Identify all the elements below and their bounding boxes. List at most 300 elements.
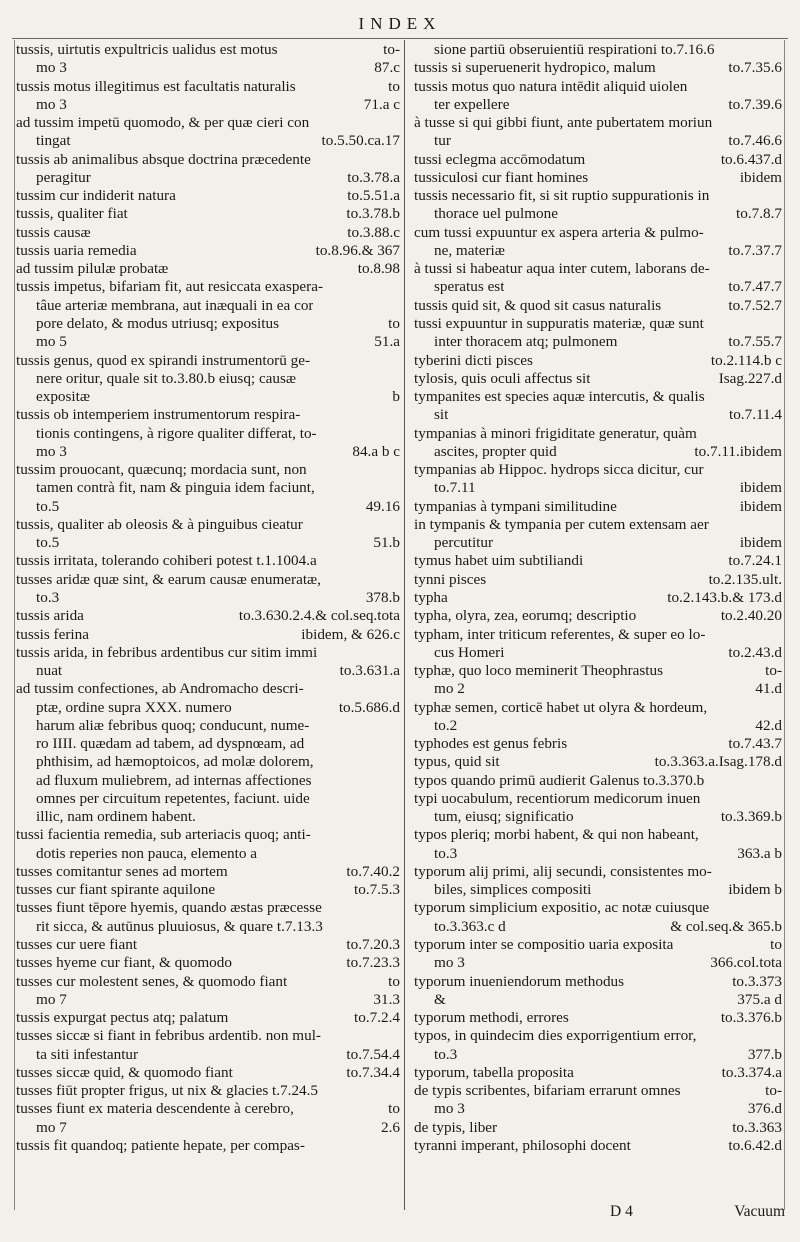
entry-text: tussis ob intemperiem instrumentorum respira-: [16, 406, 301, 424]
entry-text: tussis necessario fit, si sit ruptio suppurationis in: [414, 187, 710, 205]
index-entry-line: [16, 443, 400, 461]
index-entry-line: [16, 1027, 400, 1045]
entry-reference: to: [388, 77, 400, 95]
entry-reference: to.7.43.7: [728, 735, 782, 753]
entry-text: to.3.363.c d: [434, 917, 506, 935]
index-entry-line: [16, 662, 400, 680]
index-entry-line: [16, 1082, 400, 1100]
entry-text: à tusse si qui gibbi fiunt, ante pubertatem moriun: [414, 114, 713, 132]
index-entry-line: [414, 954, 782, 972]
index-entry-line: [16, 96, 400, 114]
entry-text: typorum inueniendorum methodus: [414, 972, 625, 990]
index-entry-line: [414, 699, 782, 717]
entry-text: nuat: [36, 662, 63, 680]
index-entry-line: [414, 278, 782, 296]
index-entry-line: [16, 899, 400, 917]
entry-text: tymus habet uim subtiliandi: [414, 552, 584, 570]
index-entry-line: [414, 644, 782, 662]
entry-reference: to.2.43.d: [728, 643, 782, 661]
entry-text: ptæ, ordine supra XXX. numero: [36, 698, 232, 716]
entry-reference: 375.a d: [737, 990, 782, 1008]
entry-reference: to.7.47.7: [728, 278, 782, 296]
entry-text: to.2: [434, 716, 458, 734]
entry-text: tussi eclegma accōmodatum: [414, 150, 586, 168]
entry-text: typos quando primū audierit Galenus to.3.370.b: [414, 771, 705, 789]
entry-reference: to.7.8.7: [736, 205, 782, 223]
entry-reference: 42.d: [755, 716, 782, 734]
entry-reference: 87.c: [374, 59, 400, 77]
index-entry-line: [16, 790, 400, 808]
entry-text: tussis causæ: [16, 223, 91, 241]
entry-text: peragitur: [36, 168, 91, 186]
entry-reference: ibidem: [739, 497, 782, 515]
index-entry-line: [414, 242, 782, 260]
entry-text: tussim cur indiderit natura: [16, 187, 176, 205]
entry-reference: 2.6: [381, 1118, 400, 1136]
index-entry-line: [414, 443, 782, 461]
entry-reference: 376.d: [747, 1100, 782, 1118]
entry-text: ter expellere: [434, 95, 510, 113]
index-entry-line: [414, 1046, 782, 1064]
index-entry-line: [16, 863, 400, 881]
entry-reference: to-: [765, 1082, 782, 1100]
entry-text: ta siti infestantur: [36, 1045, 139, 1063]
entry-reference: to.3.369.b: [720, 808, 782, 826]
entry-reference: 366.col.tota: [710, 954, 782, 972]
index-entry-line: [16, 589, 400, 607]
entry-reference: to.7.5.3: [354, 881, 400, 899]
entry-text: tum, eiusq; significatio: [434, 808, 574, 826]
entry-reference: to.3.88.c: [347, 223, 400, 241]
index-entry-line: [16, 260, 400, 278]
entry-reference: to.3.376.b: [720, 1009, 782, 1027]
index-entry-line: [414, 352, 782, 370]
index-entry-line: [16, 1046, 400, 1064]
entry-reference: to.2.114.b c: [710, 351, 782, 369]
index-entry-line: [414, 735, 782, 753]
entry-text: tamen contrà fit, nam & pinguia idem faciunt,: [36, 479, 315, 497]
index-entry-line: [16, 370, 400, 388]
index-entry-line: [414, 571, 782, 589]
entry-text: pore delato, & modus utriusq; expositus: [36, 314, 279, 332]
entry-reference: to.7.37.7: [728, 241, 782, 259]
entry-text: biles, simplices compositi: [434, 881, 592, 899]
entry-text: tâue arteriæ membrana, aut inæquali in ea cor: [36, 296, 314, 314]
index-entry-line: [16, 224, 400, 242]
entry-reference: to.2.143.b.& 173.d: [667, 588, 782, 606]
entry-text: typha, olyra, zea, eorumq; descriptio: [414, 607, 637, 625]
entry-reference: 51.b: [373, 534, 400, 552]
entry-text: tusses cur uere fiant: [16, 936, 138, 954]
index-entry-line: [414, 132, 782, 150]
entry-reference: to.3.373: [732, 972, 782, 990]
index-entry-line: [414, 425, 782, 443]
entry-text: tussis, qualiter ab oleosis & à pinguibus cieatur: [16, 515, 303, 533]
entry-text: mo 2: [434, 680, 465, 698]
index-entry-line: [414, 370, 782, 388]
index-entry-line: [16, 59, 400, 77]
entry-text: illic, nam ordinem habent.: [36, 808, 196, 826]
entry-reference: to.5.51.a: [347, 187, 400, 205]
index-entry-line: [414, 388, 782, 406]
entry-text: tussim prouocant, quæcunq; mordacia sunt, non: [16, 461, 307, 479]
entry-reference: to.6.42.d: [728, 1136, 782, 1154]
index-entry-line: [16, 205, 400, 223]
index-entry-line: [16, 425, 400, 443]
entry-text: ro IIII. quædam ad tabem, ad dyspnœam, ad: [36, 735, 305, 753]
entry-text: ad tussim pilulæ probatæ: [16, 260, 169, 278]
entry-text: typos pleriq; morbi habent, & qui non habeant,: [414, 826, 699, 844]
entry-text: to.5: [36, 534, 60, 552]
entry-text: typorum inter se compositio uaria exposita: [414, 936, 674, 954]
index-entry-line: [16, 1137, 400, 1155]
entry-reference: 49.16: [365, 497, 400, 515]
index-entry-line: [414, 461, 782, 479]
entry-text: tussis genus, quod ex spirandi instrumentorū ge-: [16, 351, 311, 369]
index-entry-line: [16, 717, 400, 735]
entry-reference: 51.a: [374, 333, 400, 351]
entry-reference: to.3.374.a: [721, 1063, 782, 1081]
entry-text: tussis arida, in febribus ardentibus cur sitim immi: [16, 643, 318, 661]
entry-text: tusses siccæ si fiant in febribus ardentib. non mul-: [16, 1027, 321, 1045]
index-entry-line: [16, 552, 400, 570]
index-entry-line: [414, 1100, 782, 1118]
column-divider: [404, 40, 405, 1210]
index-entry-line: [414, 845, 782, 863]
index-entry-line: [414, 169, 782, 187]
entry-reference: to-: [765, 662, 782, 680]
index-entry-line: [16, 973, 400, 991]
index-entry-line: [16, 753, 400, 771]
entry-text: de typis, liber: [414, 1118, 498, 1136]
entry-text: tussis impetus, bifariam fit, aut resiccata exaspera-: [16, 278, 324, 296]
entry-text: cum tussi expuuntur ex aspera arteria & pulmo-: [414, 223, 704, 241]
entry-text: tussis arida: [16, 607, 84, 625]
entry-text: tussis expurgat pectus atq; palatum: [16, 1009, 229, 1027]
entry-reference: to.8.96.& 367: [315, 241, 400, 259]
index-entry-line: [16, 151, 400, 169]
index-entry-line: [414, 1119, 782, 1137]
index-entry-line: [16, 918, 400, 936]
entry-text: tusses cur molestent senes, & quomodo fiant: [16, 972, 288, 990]
entry-reference: to.3.78.b: [346, 205, 400, 223]
entry-reference: to.3.630.2.4.& col.seq.tota: [238, 607, 400, 625]
entry-reference: to.2.135.ult.: [708, 570, 782, 588]
index-entry-line: [414, 534, 782, 552]
index-entry-line: [414, 589, 782, 607]
entry-text: thorace uel pulmone: [434, 205, 558, 223]
entry-reference: to.3.631.a: [339, 662, 400, 680]
index-entry-line: [16, 954, 400, 972]
index-entry-line: [16, 735, 400, 753]
entry-text: ad fluxum muliebrem, ad internas affectiones: [36, 771, 312, 789]
entry-text: tusses aridæ quæ sint, & earum causæ enumeratæ,: [16, 570, 321, 588]
index-entry-line: [414, 881, 782, 899]
index-entry-line: [414, 991, 782, 1009]
entry-text: to.3: [434, 844, 458, 862]
index-entry-line: [414, 1064, 782, 1082]
entry-reference: to.7.2.4: [354, 1009, 400, 1027]
index-entry-line: [16, 881, 400, 899]
entry-reference: to.8.98: [357, 260, 400, 278]
index-entry-line: [16, 936, 400, 954]
entry-text: tusses fiunt tēpore hyemis, quando æstas præcesse: [16, 899, 322, 917]
entry-text: tussiculosi cur fiant homines: [414, 168, 589, 186]
top-rule: [12, 38, 788, 39]
entry-text: cus Homeri: [434, 643, 505, 661]
index-entry-line: [16, 699, 400, 717]
entry-text: tussis si superuenerit hydropico, malum: [414, 59, 656, 77]
entry-text: ad tussim impetū quomodo, & per quæ cieri con: [16, 114, 310, 132]
index-entry-line: [16, 41, 400, 59]
entry-text: mo 7: [36, 1118, 67, 1136]
entry-text: ad tussim confectiones, ab Andromacho descri-: [16, 680, 304, 698]
index-entry-line: [414, 479, 782, 497]
index-entry-line: [414, 808, 782, 826]
entry-text: omnes per circuitum repetentes, faciunt. uide: [36, 789, 310, 807]
index-entry-line: [16, 534, 400, 552]
index-entry-line: [16, 1100, 400, 1118]
index-entry-line: [16, 808, 400, 826]
index-entry-line: [414, 516, 782, 534]
entry-text: typhæ semen, corticē habet ut olyra & hordeum,: [414, 698, 708, 716]
entry-text: typorum, tabella proposita: [414, 1063, 574, 1081]
index-entry-line: [16, 187, 400, 205]
index-entry-line: [16, 406, 400, 424]
index-entry-line: [414, 1009, 782, 1027]
entry-text: to.3: [434, 1045, 458, 1063]
index-entry-line: [414, 315, 782, 333]
entry-text: à tussi si habeatur aqua inter cutem, laborans de-: [414, 260, 710, 278]
entry-text: tussi expuuntur in suppuratis materiæ, quæ sunt: [414, 314, 704, 332]
index-entry-line: [414, 78, 782, 96]
entry-text: tingat: [36, 132, 71, 150]
index-entry-line: [414, 552, 782, 570]
entry-reference: to.7.55.7: [728, 333, 782, 351]
entry-text: in tympanis & tympania per cutem extensam aer: [414, 515, 709, 533]
entry-reference: to.5.50.ca.17: [321, 132, 400, 150]
entry-text: mo 7: [36, 990, 67, 1008]
entry-reference: ibidem, & 626.c: [301, 625, 400, 643]
entry-text: tusses hyeme cur fiant, & quomodo: [16, 954, 232, 972]
entry-text: rit sicca, & autūnus pluuiosus, & quare t.7.13.3: [36, 917, 323, 935]
index-entry-line: [16, 772, 400, 790]
index-entry-line: [16, 644, 400, 662]
entry-reference: to.7.20.3: [346, 936, 400, 954]
index-entry-line: [16, 607, 400, 625]
index-entry-line: [16, 1064, 400, 1082]
index-entry-line: [414, 626, 782, 644]
entry-text: tyberini dicti pisces: [414, 351, 533, 369]
index-entry-line: [16, 479, 400, 497]
entry-text: tussis motus illegitimus est facultatis naturalis: [16, 77, 296, 95]
entry-reference: 378.b: [365, 588, 400, 606]
entry-reference: to.2.40.20: [720, 607, 782, 625]
entry-text: tympanias ab Hippoc. hydrops sicca dicitur, cur: [414, 461, 704, 479]
entry-reference: to.7.39.6: [728, 95, 782, 113]
index-entry-line: [16, 826, 400, 844]
entry-text: typhæ, quo loco meminerit Theophrastus: [414, 662, 664, 680]
entry-text: typhodes est genus febris: [414, 735, 568, 753]
entry-text: nere oritur, quale sit to.3.80.b eiusq; causæ: [36, 369, 297, 387]
entry-text: speratus est: [434, 278, 505, 296]
index-entry-line: [414, 826, 782, 844]
index-entry-line: [414, 1082, 782, 1100]
entry-reference: to.3.363.a.Isag.178.d: [654, 753, 782, 771]
entry-text: typus, quid sit: [414, 753, 500, 771]
index-entry-line: [16, 845, 400, 863]
index-entry-line: [414, 41, 782, 59]
index-entry-line: [16, 315, 400, 333]
entry-text: tussis, uirtutis expultricis ualidus est motus: [16, 41, 278, 58]
index-entry-line: [414, 187, 782, 205]
index-entry-line: [414, 772, 782, 790]
running-head: INDEX: [358, 14, 442, 33]
index-entry-line: [414, 899, 782, 917]
entry-text: phthisim, ad hæmoptoicos, ad molæ dolorem,: [36, 753, 314, 771]
entry-reference: to.7.35.6: [728, 59, 782, 77]
entry-text: tussis quid sit, & quod sit casus naturalis: [414, 296, 662, 314]
index-entry-line: [16, 333, 400, 351]
entry-reference: 71.a c: [363, 95, 400, 113]
entry-reference: to.5.686.d: [338, 698, 400, 716]
index-entry-line: [16, 114, 400, 132]
index-entry-line: [16, 132, 400, 150]
entry-text: ascites, propter quid: [434, 442, 557, 460]
entry-reference: to.3.363: [732, 1118, 782, 1136]
index-entry-line: [16, 516, 400, 534]
entry-text: typham, inter triticum referentes, & super eo lo-: [414, 625, 706, 643]
entry-reference: b: [392, 388, 400, 406]
entry-reference: to: [388, 1100, 400, 1118]
index-entry-line: [16, 498, 400, 516]
index-entry-line: [414, 1137, 782, 1155]
entry-text: tyranni imperant, philosophi docent: [414, 1136, 631, 1154]
index-entry-line: [16, 1119, 400, 1137]
index-entry-line: [414, 607, 782, 625]
entry-reference: to.7.40.2: [346, 862, 400, 880]
index-entry-line: [414, 498, 782, 516]
entry-text: to.3: [36, 588, 60, 606]
entry-reference: & col.seq.& 365.b: [670, 917, 782, 935]
entry-text: tympanites est species aquæ intercutis, & qualis: [414, 388, 705, 406]
entry-reference: 31.3: [373, 990, 400, 1008]
index-entry-line: [414, 973, 782, 991]
index-entry-line: [414, 918, 782, 936]
index-entry-line: [16, 242, 400, 260]
entry-text: tussis fit quandoq; patiente hepate, per compas-: [16, 1136, 305, 1154]
index-entry-line: [16, 991, 400, 1009]
entry-text: mo 3: [36, 442, 67, 460]
entry-text: tylosis, quis oculi affectus sit: [414, 369, 591, 387]
entry-reference: to-: [383, 41, 400, 58]
index-entry-line: [414, 753, 782, 771]
entry-reference: to.7.23.3: [346, 954, 400, 972]
entry-text: de typis scribentes, bifariam errarunt omnes: [414, 1082, 681, 1100]
entry-text: inter thoracem atq; pulmonem: [434, 333, 618, 351]
entry-text: tusses comitantur senes ad mortem: [16, 862, 228, 880]
entry-text: tionis contingens, à rigore qualiter differat, to-: [36, 424, 317, 442]
entry-reference: 377.b: [747, 1045, 782, 1063]
entry-text: tusses fiunt ex materia descendente à cerebro,: [16, 1100, 294, 1118]
entry-reference: to.7.11.ibidem: [694, 442, 782, 460]
entry-reference: to.7.11.4: [728, 406, 782, 424]
entry-reference: to.7.46.6: [728, 132, 782, 150]
index-entry-line: [414, 936, 782, 954]
entry-text: typha: [414, 588, 448, 606]
page-footer: [610, 1203, 785, 1221]
entry-text: tussis, qualiter fiat: [16, 205, 128, 223]
index-entry-line: [16, 461, 400, 479]
index-entry-line: [16, 297, 400, 315]
entry-reference: ibidem b: [728, 881, 782, 899]
entry-reference: to: [388, 314, 400, 332]
index-entry-line: [414, 151, 782, 169]
index-entry-line: [16, 388, 400, 406]
index-entry-line: [414, 1027, 782, 1045]
entry-text: tussis motus quo natura intēdit aliquid uiolen: [414, 77, 688, 95]
index-entry-line: [414, 114, 782, 132]
entry-reference: to.7.54.4: [346, 1045, 400, 1063]
entry-reference: 41.d: [755, 680, 782, 698]
index-entry-line: [414, 297, 782, 315]
index-entry-line: [16, 352, 400, 370]
index-column-left: [16, 41, 400, 1155]
entry-text: sit: [434, 406, 449, 424]
index-entry-line: [16, 571, 400, 589]
index-column-right: [414, 41, 782, 1155]
entry-reference: 363.a b: [737, 844, 782, 862]
entry-text: expositæ: [36, 388, 91, 406]
entry-text: tussis uaria remedia: [16, 241, 137, 259]
entry-reference: Isag.227.d: [718, 369, 782, 387]
index-entry-line: [16, 1009, 400, 1027]
entry-text: typos, in quindecim dies exporrigentium error,: [414, 1027, 697, 1045]
entry-text: tynni pisces: [414, 570, 487, 588]
index-entry-line: [16, 78, 400, 96]
entry-text: tussis ab animalibus absque doctrina præcedente: [16, 150, 311, 168]
catchword: Vacuum: [734, 1203, 785, 1220]
entry-text: tussis irritata, tolerando cohiberi potest t.1.1004.a: [16, 552, 317, 570]
index-entry-line: [414, 260, 782, 278]
entry-reference: to: [770, 936, 782, 954]
index-entry-line: [414, 790, 782, 808]
index-entry-line: [414, 406, 782, 424]
index-entry-line: [414, 680, 782, 698]
index-entry-line: [16, 680, 400, 698]
entry-text: typorum methodi, errores: [414, 1009, 569, 1027]
entry-reference: to: [388, 972, 400, 990]
entry-text: percutitur: [434, 534, 494, 552]
entry-reference: ibidem: [739, 168, 782, 186]
index-entry-line: [414, 205, 782, 223]
entry-text: tusses fiūt propter frigus, ut nix & glacies t.7.24.5: [16, 1082, 319, 1100]
entry-text: tympanias à minori frigiditate generatur, quàm: [414, 424, 697, 442]
entry-text: harum aliæ febribus quoq; conducunt, nume-: [36, 716, 310, 734]
entry-text: tusses siccæ quid, & quomodo fiant: [16, 1063, 233, 1081]
index-entry-line: [16, 169, 400, 187]
entry-text: ne, materiæ: [434, 241, 505, 259]
entry-text: tussi facientia remedia, sub arteriacis quoq; anti-: [16, 826, 311, 844]
entry-text: mo 3: [36, 95, 67, 113]
entry-text: mo 3: [434, 1100, 465, 1118]
entry-text: mo 5: [36, 333, 67, 351]
index-entry-line: [414, 96, 782, 114]
entry-text: to.7.11: [434, 479, 476, 497]
entry-text: sione partiū obseruientiū respirationi to.7.16.6: [434, 41, 715, 58]
right-margin-rule: [784, 40, 785, 1210]
entry-reference: 84.a b c: [352, 442, 400, 460]
